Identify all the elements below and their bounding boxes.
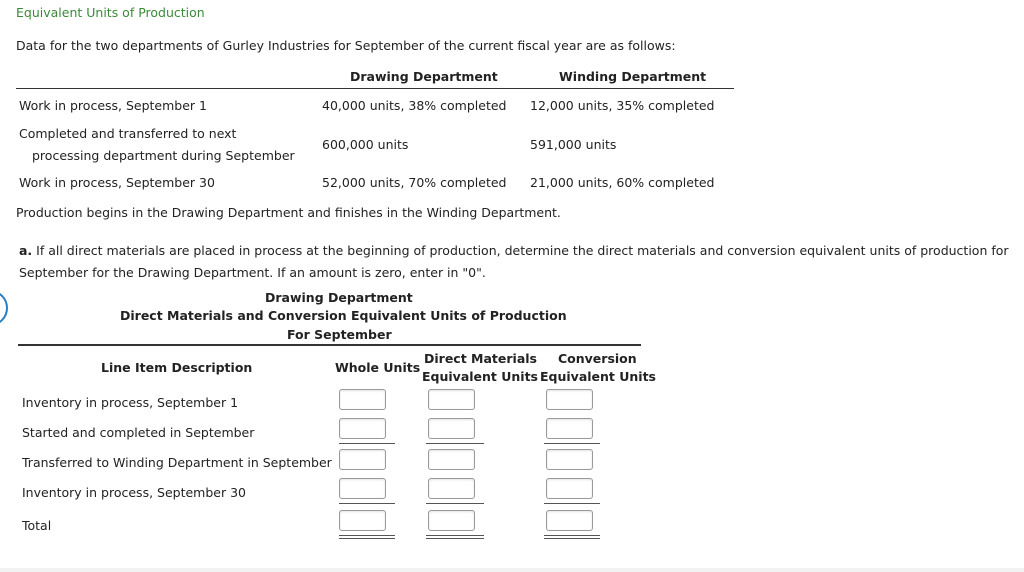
subtotal-underline — [426, 503, 484, 504]
schedule-row-label: Inventory in process, September 30 — [22, 485, 246, 500]
col-direct-materials-line1: Direct Materials — [424, 351, 537, 366]
schedule-heading-period: For September — [287, 327, 392, 342]
production-note: Production begins in the Drawing Department and finishes in the Winding Department. — [16, 205, 561, 220]
dm-eu-input-started-completed[interactable] — [428, 418, 475, 439]
subtotal-underline — [544, 503, 600, 504]
page-title: Equivalent Units of Production — [16, 5, 205, 20]
row-wip-sep30-winding: 21,000 units, 60% completed — [530, 175, 715, 190]
question-letter: a. — [19, 243, 33, 258]
whole-units-input-total[interactable] — [339, 510, 386, 531]
conv-eu-input-inventory-sep30[interactable] — [546, 478, 593, 499]
subtotal-underline — [339, 503, 395, 504]
col-line-item-description: Line Item Description — [101, 360, 253, 375]
conv-eu-input-inventory-sep1[interactable] — [546, 389, 593, 410]
whole-units-input-transferred[interactable] — [339, 449, 386, 470]
schedule-heading-department: Drawing Department — [265, 290, 413, 305]
schedule-row-label-total: Total — [22, 518, 52, 533]
schedule-divider — [18, 344, 641, 346]
dm-eu-input-transferred[interactable] — [428, 449, 475, 470]
row-wip-sep30-label: Work in process, September 30 — [19, 175, 215, 190]
row-completed-label-line1: Completed and transferred to next — [19, 126, 237, 141]
conv-eu-input-started-completed[interactable] — [546, 418, 593, 439]
dm-eu-input-inventory-sep1[interactable] — [428, 389, 475, 410]
question-text-line1: If all direct materials are placed in process at the beginning of production, determine the direct materials and conversion equivalent units of production for — [32, 243, 1009, 258]
header-winding-department: Winding Department — [559, 69, 707, 84]
col-direct-materials-line2: Equivalent Units — [422, 369, 538, 384]
schedule-row-label: Started and completed in September — [22, 425, 255, 440]
question-line2: September for the Drawing Department. If an amount is zero, enter in "0". — [19, 265, 486, 280]
row-completed-drawing: 600,000 units — [322, 137, 409, 152]
whole-units-input-inventory-sep1[interactable] — [339, 389, 386, 410]
subtotal-underline — [544, 443, 600, 444]
whole-units-input-started-completed[interactable] — [339, 418, 386, 439]
row-wip-sep1-drawing: 40,000 units, 38% completed — [322, 98, 507, 113]
schedule-row-label: Transferred to Winding Department in September — [22, 455, 332, 470]
row-completed-winding: 591,000 units — [530, 137, 617, 152]
col-conversion-line2: Equivalent Units — [540, 369, 656, 384]
col-conversion-line1: Conversion — [558, 351, 637, 366]
header-drawing-department: Drawing Department — [350, 69, 498, 84]
schedule-heading-title: Direct Materials and Conversion Equivalent Units of Production — [120, 308, 567, 323]
conv-eu-input-transferred[interactable] — [546, 449, 593, 470]
question-line1 — [19, 243, 1009, 258]
dm-eu-input-inventory-sep30[interactable] — [428, 478, 475, 499]
conv-eu-input-total[interactable] — [546, 510, 593, 531]
total-double-underline — [426, 535, 484, 539]
row-wip-sep1-winding: 12,000 units, 35% completed — [530, 98, 715, 113]
row-completed-label-line2: processing department during September — [32, 148, 295, 163]
header-divider — [16, 88, 734, 89]
row-wip-sep1-label: Work in process, September 1 — [19, 98, 207, 113]
row-wip-sep30-drawing: 52,000 units, 70% completed — [322, 175, 507, 190]
schedule-row-label: Inventory in process, September 1 — [22, 395, 239, 410]
total-double-underline — [339, 535, 395, 539]
question-progress-indicator — [0, 290, 8, 326]
dm-eu-input-total[interactable] — [428, 510, 475, 531]
total-double-underline — [544, 535, 600, 539]
whole-units-input-inventory-sep30[interactable] — [339, 478, 386, 499]
subtotal-underline — [426, 443, 484, 444]
intro-text: Data for the two departments of Gurley Industries for September of the current fiscal year are as follows: — [16, 38, 676, 53]
col-whole-units: Whole Units — [335, 360, 421, 375]
subtotal-underline — [339, 443, 395, 444]
bottom-edge — [0, 568, 1024, 572]
